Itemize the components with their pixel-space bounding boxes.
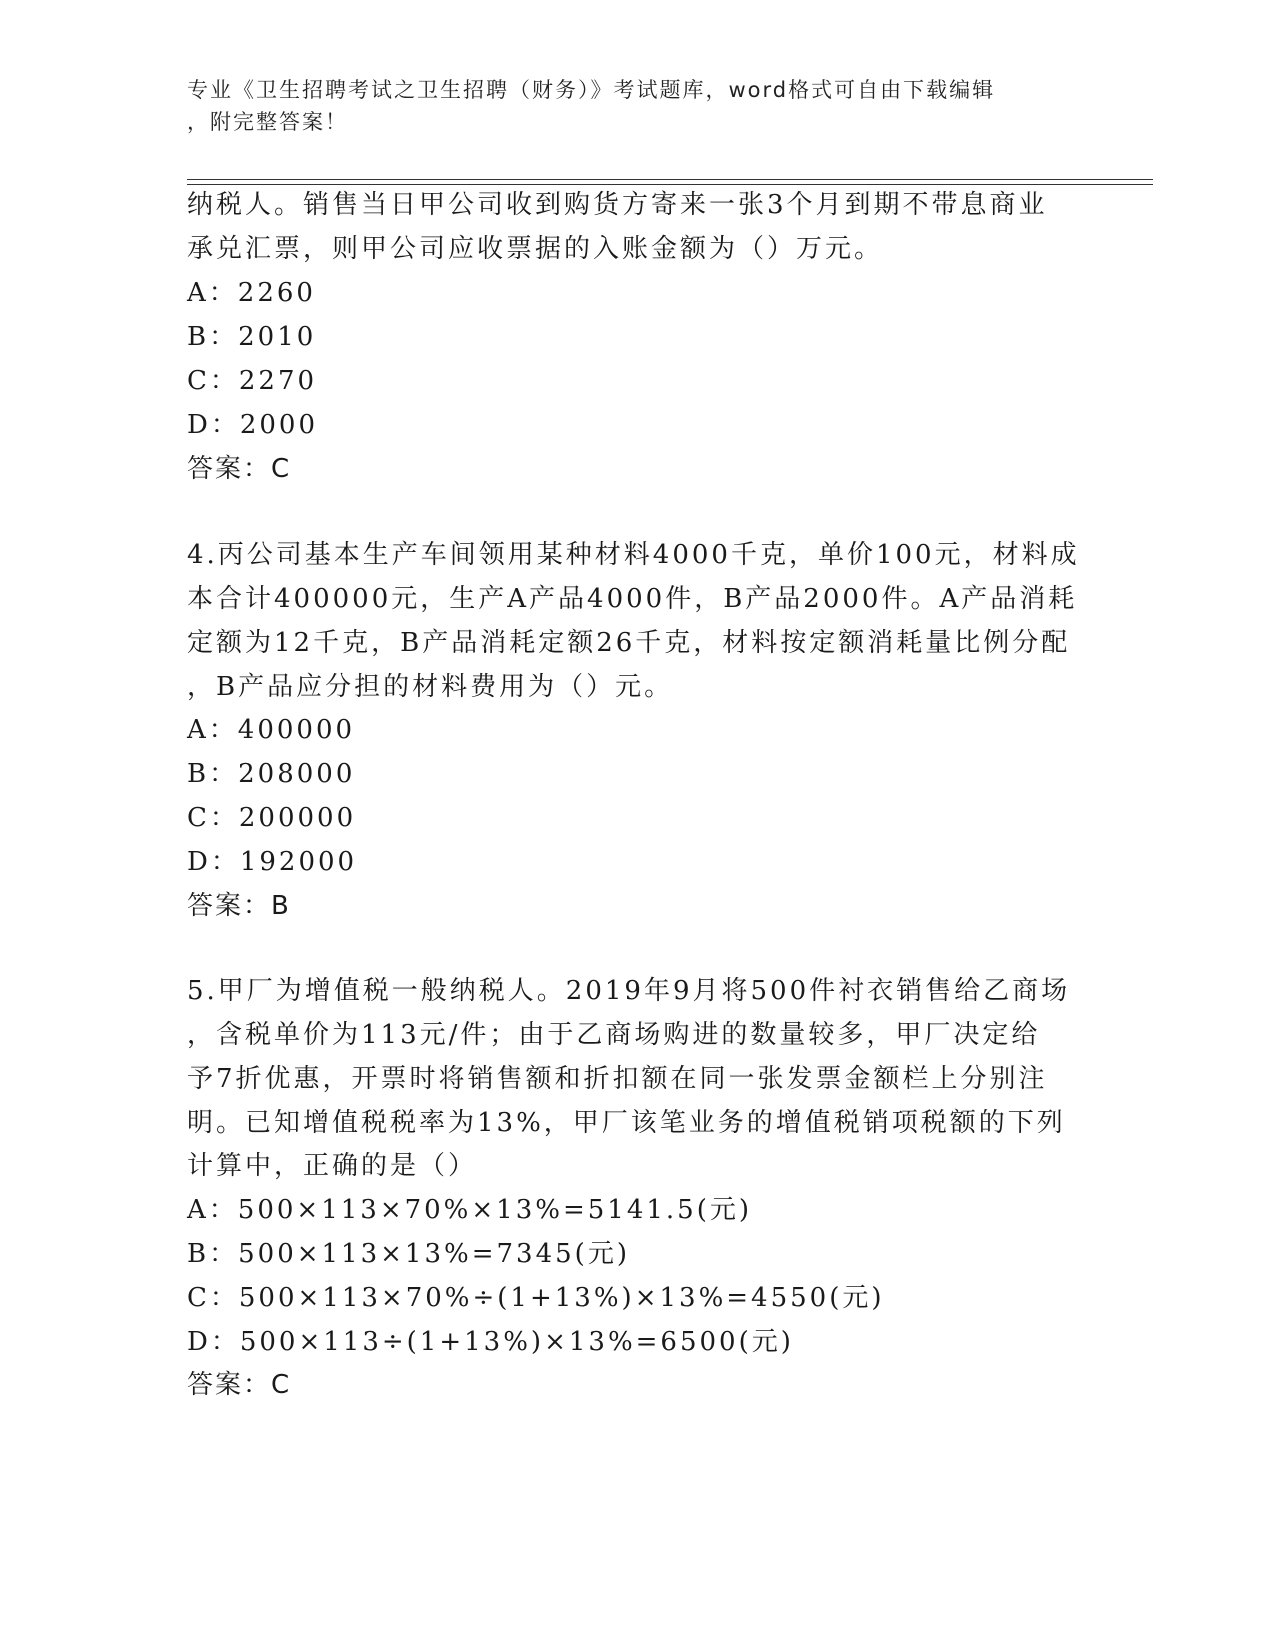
header-line-2: ，附完整答案！	[187, 110, 348, 134]
q5-stem-line-1: 5.甲厂为增值税一般纳税人。2019年9月将500件衬衣销售给乙商场	[187, 976, 1071, 1006]
q3-stem-line-1: 纳税人。销售当日甲公司收到购货方寄来一张3个月到期不带息商业	[187, 190, 1048, 220]
header-line-1: 专业《卫生招聘考试之卫生招聘（财务）》考试题库，word格式可自由下载编辑	[187, 78, 996, 102]
q5-option-c: C：500×113×70%÷(1+13%)×13%=4550(元)	[187, 1283, 885, 1313]
q3-answer: 答案：C	[187, 454, 292, 484]
q3-option-c: C：2270	[187, 366, 318, 396]
q3-option-d: D：2000	[187, 410, 319, 440]
document-header	[187, 74, 1067, 138]
q5-option-b: B：500×113×13%=7345(元)	[187, 1239, 630, 1269]
q5-stem-line-4: 明。已知增值税税率为13%，甲厂该笔业务的增值税销项税额的下列	[187, 1108, 1066, 1138]
q5-stem-line-3: 予7折优惠，开票时将销售额和折扣额在同一张发票金额栏上分别注	[187, 1064, 1048, 1094]
q5-stem-line-5: 计算中，正确的是（）	[187, 1151, 478, 1181]
q4-answer: 答案：B	[187, 891, 291, 921]
q4-stem-line-2: 本合计400000元，生产A产品4000件，B产品2000件。A产品消耗	[187, 584, 1078, 614]
q5-answer: 答案：C	[187, 1370, 292, 1400]
q3-stem-line-2: 承兑汇票，则甲公司应收票据的入账金额为（）万元。	[187, 234, 884, 264]
q5-option-d: D：500×113÷(1+13%)×13%=6500(元)	[187, 1327, 794, 1357]
q4-stem-line-4: ，B产品应分担的材料费用为（）元。	[187, 672, 674, 702]
q3-option-a: A：2260	[187, 278, 316, 308]
q3-option-b: B：2010	[187, 322, 317, 352]
q5-stem-line-2: ，含税单价为113元/件；由于乙商场购进的数量较多，甲厂决定给	[187, 1020, 1041, 1050]
q4-option-d: D：192000	[187, 847, 358, 877]
q4-stem-line-1: 4.丙公司基本生产车间领用某种材料4000千克，单价100元，材料成	[187, 540, 1080, 570]
q5-option-a: A：500×113×70%×13%=5141.5(元)	[187, 1195, 753, 1225]
q4-option-b: B：208000	[187, 759, 356, 789]
q4-stem-line-3: 定额为12千克，B产品消耗定额26千克，材料按定额消耗量比例分配	[187, 628, 1071, 658]
header-divider-top	[187, 179, 1153, 180]
q4-option-c: C：200000	[187, 803, 357, 833]
q4-option-a: A：400000	[187, 715, 356, 745]
